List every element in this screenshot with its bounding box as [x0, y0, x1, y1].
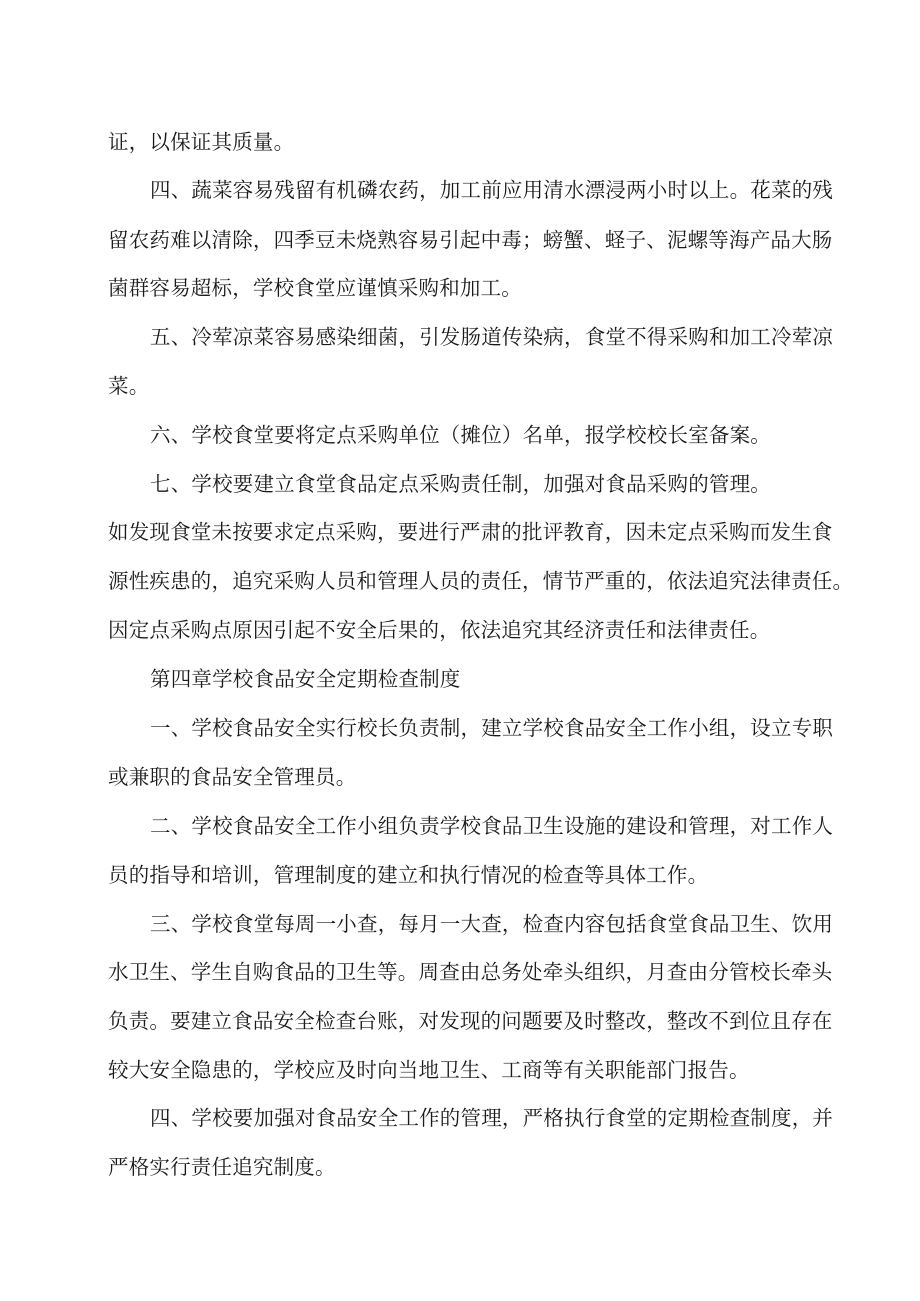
text-line: 或兼职的食品安全管理员。 [108, 765, 357, 789]
text-line: 留农药难以清除，四季豆未烧熟容易引起中毒；螃蟹、蛏子、泥螺等海产品大肠 [108, 228, 833, 252]
text-line: 证，以保证其质量。 [108, 130, 295, 154]
text-line: 四、学校要加强对食品安全工作的管理，严格执行食堂的定期检查制度，并 [150, 1106, 834, 1130]
text-line: 源性疾患的，追究采购人员和管理人员的责任，情节严重的，依法追究法律责任。 [108, 569, 854, 593]
text-line: 员的指导和培训，管理制度的建立和执行情况的检查等具体工作。 [108, 863, 709, 887]
text-line: 七、学校要建立食堂食品定点采购责任制，加强对食品采购的管理。 [150, 472, 771, 496]
text-line: 一、学校食品安全实行校长负责制，建立学校食品安全工作小组，设立专职 [150, 716, 834, 740]
text-line: 二、学校食品安全工作小组负责学校食品卫生设施的建设和管理，对工作人 [150, 814, 834, 838]
text-line: 六、学校食堂要将定点采购单位（摊位）名单，报学校校长室备案。 [150, 423, 771, 447]
text-line: 如发现食堂未按要求定点采购，要进行严肃的批评教育，因未定点采购而发生食 [108, 520, 833, 544]
text-line: 水卫生、学生自购食品的卫生等。周查由总务处牵头组织，月查由分管校长牵头 [108, 960, 833, 984]
text-line: 负责。要建立食品安全检查台账，对发现的问题要及时整改，整改不到位且存在 [108, 1009, 833, 1033]
text-line: 因定点采购点原因引起不安全后果的，依法追究其经济责任和法律责任。 [108, 618, 771, 642]
text-line: 三、学校食堂每周一小查，每月一大查，检查内容包括食堂食品卫生、饮用 [150, 912, 834, 936]
text-line: 四、蔬菜容易残留有机磷农药，加工前应用清水漂浸两小时以上。花菜的残 [150, 178, 834, 202]
text-line: 较大安全隐患的，学校应及时向当地卫生、工商等有关职能部门报告。 [108, 1058, 750, 1082]
text-line: 菜。 [108, 374, 150, 398]
text-line: 菌群容易超标，学校食堂应谨慎采购和加工。 [108, 276, 522, 300]
text-line: 五、冷荤凉菜容易感染细菌，引发肠道传染病，食堂不得采购和加工冷荤凉 [150, 325, 834, 349]
chapter-heading: 第四章学校食品安全定期检查制度 [150, 667, 461, 691]
text-line: 严格实行责任追究制度。 [108, 1155, 336, 1179]
